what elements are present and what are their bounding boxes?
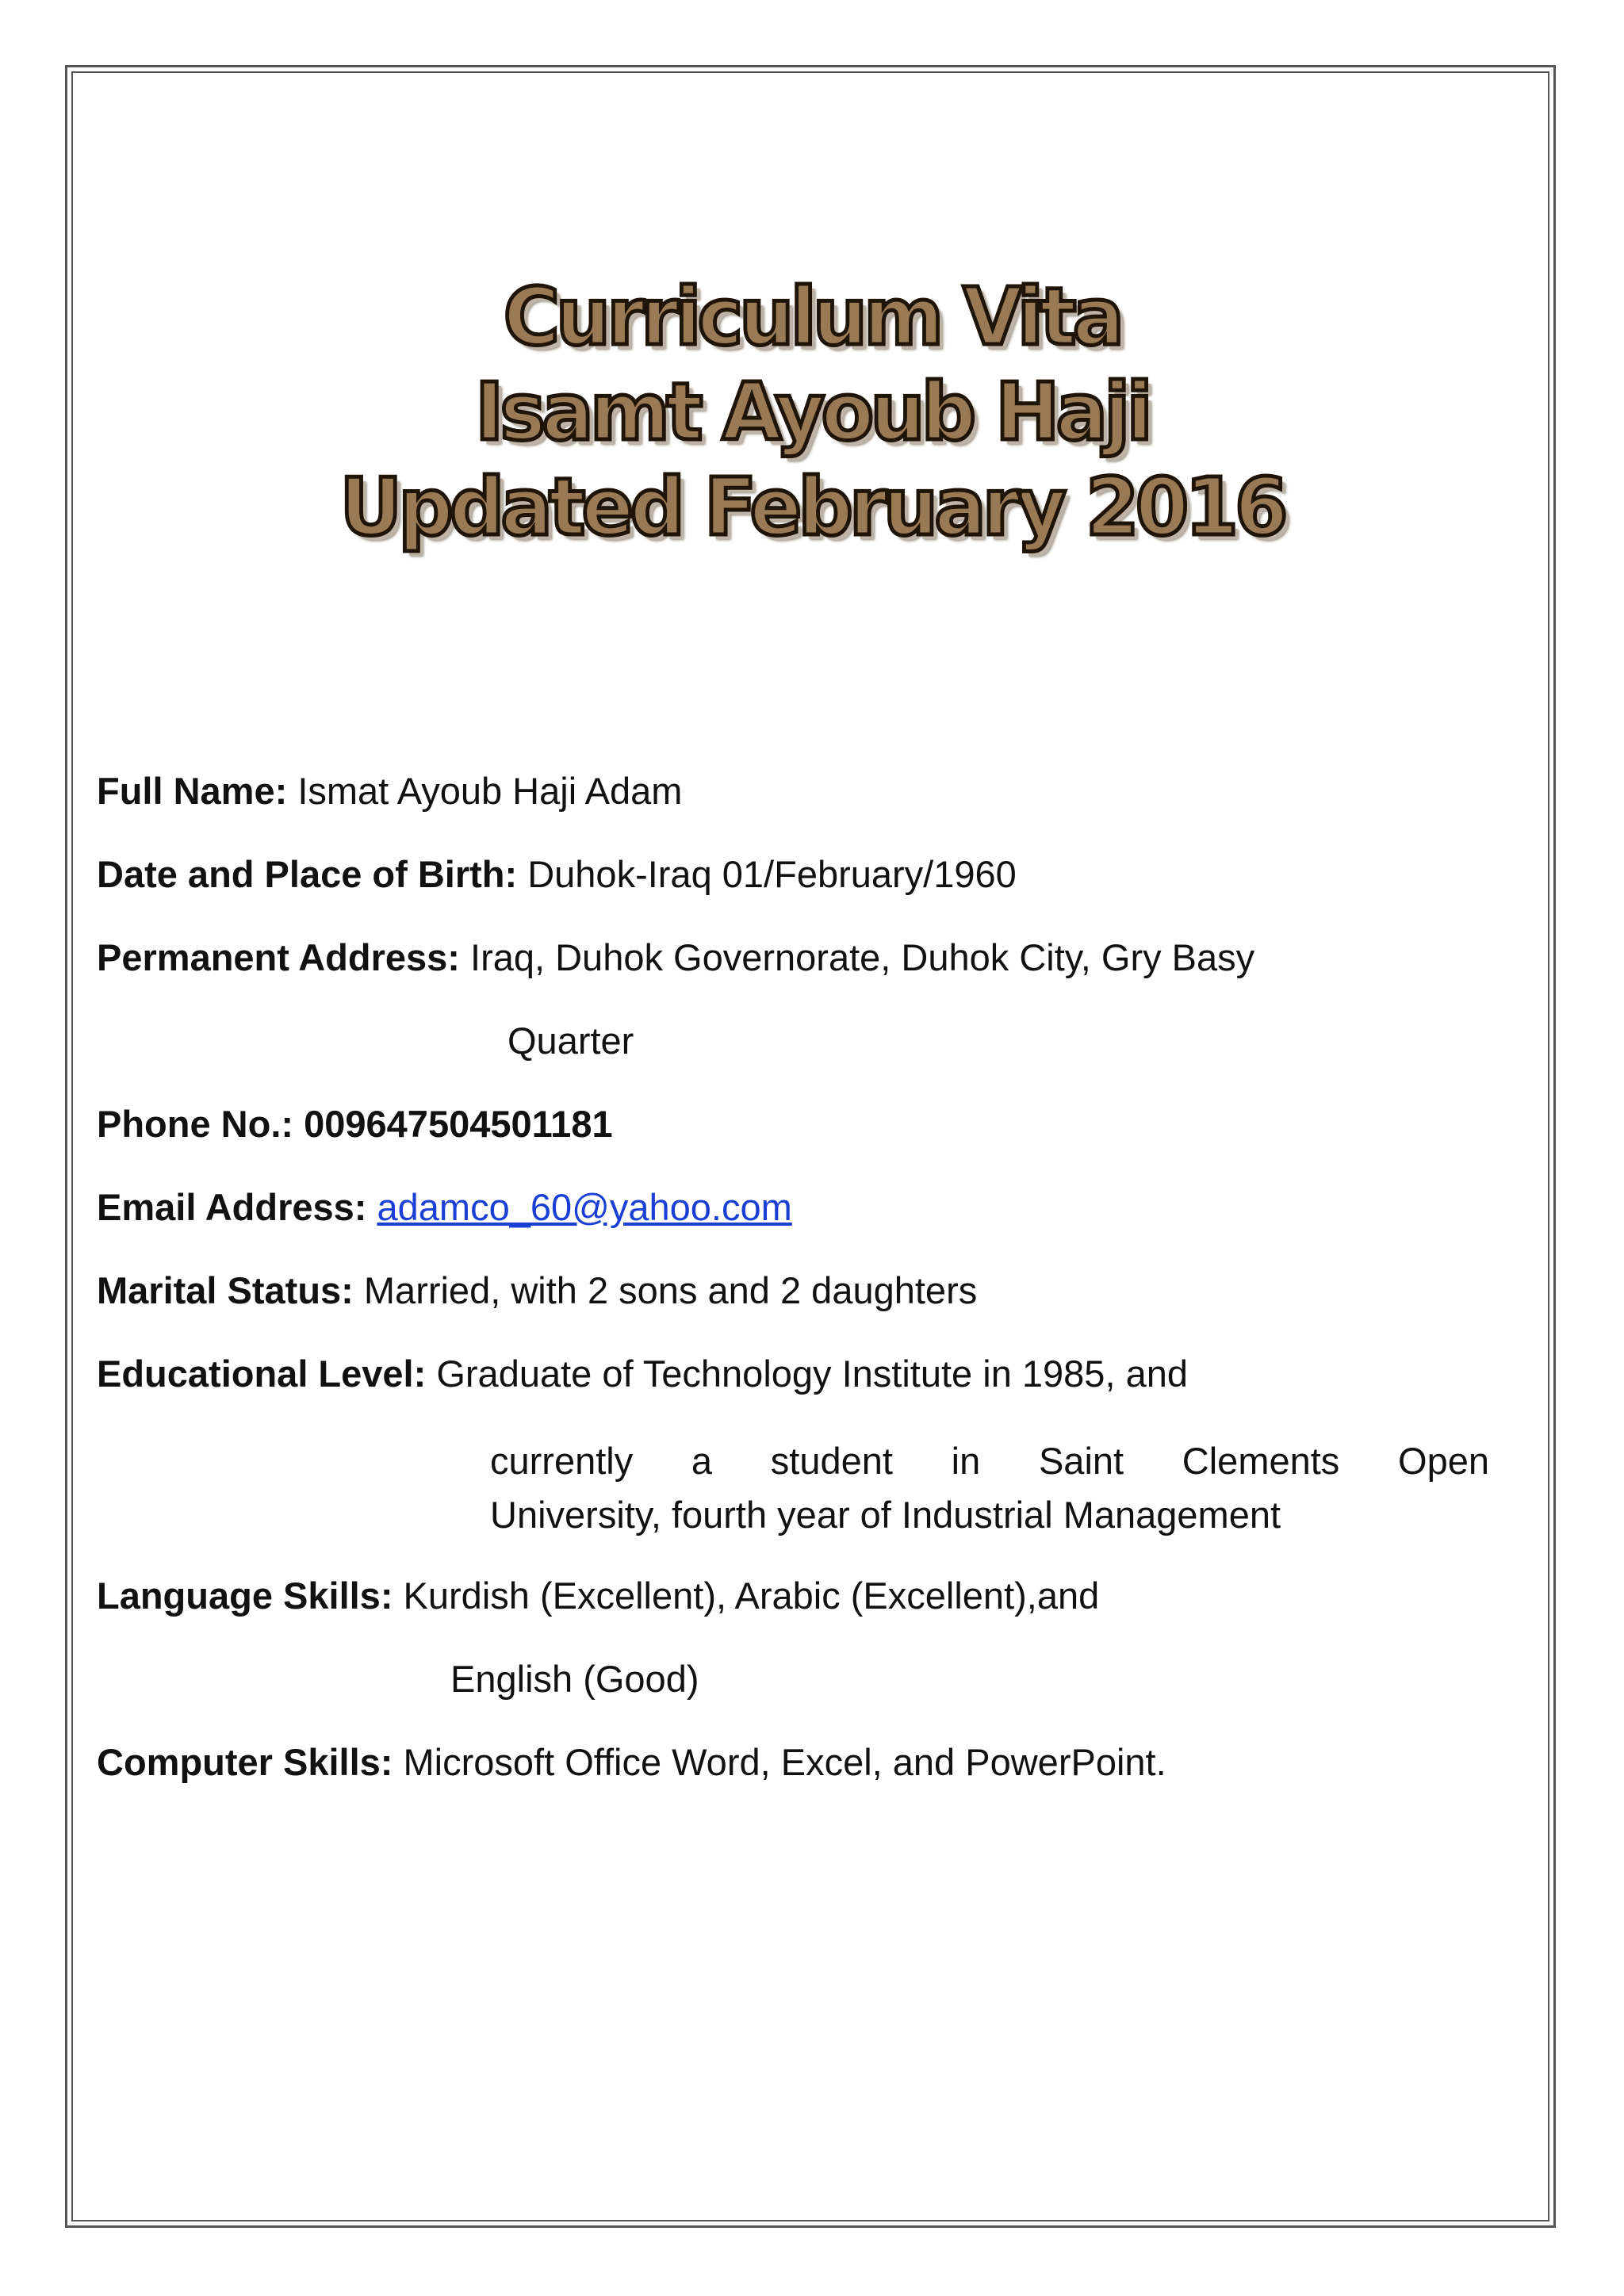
full-name-row bbox=[97, 767, 682, 815]
marital-label: Marital Status: bbox=[97, 1269, 354, 1311]
title-updated-date: Updated February 2016 bbox=[339, 461, 1285, 553]
education-continuation-line1: currently a student in Saint Clements Open bbox=[490, 1440, 1489, 1482]
phone-value: 009647504501181 bbox=[293, 1103, 613, 1145]
computer-row bbox=[97, 1739, 1166, 1786]
computer-value: Microsoft Office Word, Excel, and PowerPoint. bbox=[393, 1741, 1166, 1783]
title-block bbox=[0, 270, 1624, 555]
education-value: Graduate of Technology Institute in 1985, and bbox=[426, 1353, 1188, 1395]
address-label: Permanent Address: bbox=[97, 936, 460, 978]
phone-label: Phone No.: bbox=[97, 1103, 294, 1145]
title-name: Isamt Ayoub Haji bbox=[475, 365, 1149, 458]
email-label: Email Address: bbox=[97, 1186, 367, 1228]
birth-value: Duhok-Iraq 01/February/1960 bbox=[517, 853, 1017, 895]
birth-label: Date and Place of Birth: bbox=[97, 853, 518, 895]
full-name-value: Ismat Ayoub Haji Adam bbox=[287, 770, 683, 812]
address-continuation: Quarter bbox=[508, 1020, 634, 1062]
email-row bbox=[97, 1184, 792, 1231]
title-curriculum-vita: Curriculum Vita bbox=[503, 270, 1121, 363]
education-label: Educational Level: bbox=[97, 1353, 427, 1395]
education-continuation-line2: University, fourth year of Industrial Management bbox=[490, 1494, 1281, 1536]
languages-value: Kurdish (Excellent), Arabic (Excellent),and bbox=[393, 1575, 1100, 1617]
education-row bbox=[97, 1350, 1188, 1398]
address-value: Iraq, Duhok Governorate, Duhok City, Gry Basy bbox=[459, 936, 1255, 978]
full-name-label: Full Name: bbox=[97, 770, 288, 812]
email-link[interactable]: adamco_60@yahoo.com bbox=[377, 1186, 792, 1228]
education-continuation bbox=[490, 1433, 1489, 1543]
languages-row bbox=[97, 1572, 1099, 1620]
languages-label: Language Skills: bbox=[97, 1575, 393, 1617]
address-row bbox=[97, 934, 1254, 982]
languages-continuation: English (Good) bbox=[450, 1658, 699, 1700]
phone-row bbox=[97, 1100, 613, 1148]
marital-value: Married, with 2 sons and 2 daughters bbox=[353, 1269, 978, 1311]
birth-row bbox=[97, 851, 1017, 898]
marital-row bbox=[97, 1267, 977, 1314]
computer-label: Computer Skills: bbox=[97, 1741, 393, 1783]
